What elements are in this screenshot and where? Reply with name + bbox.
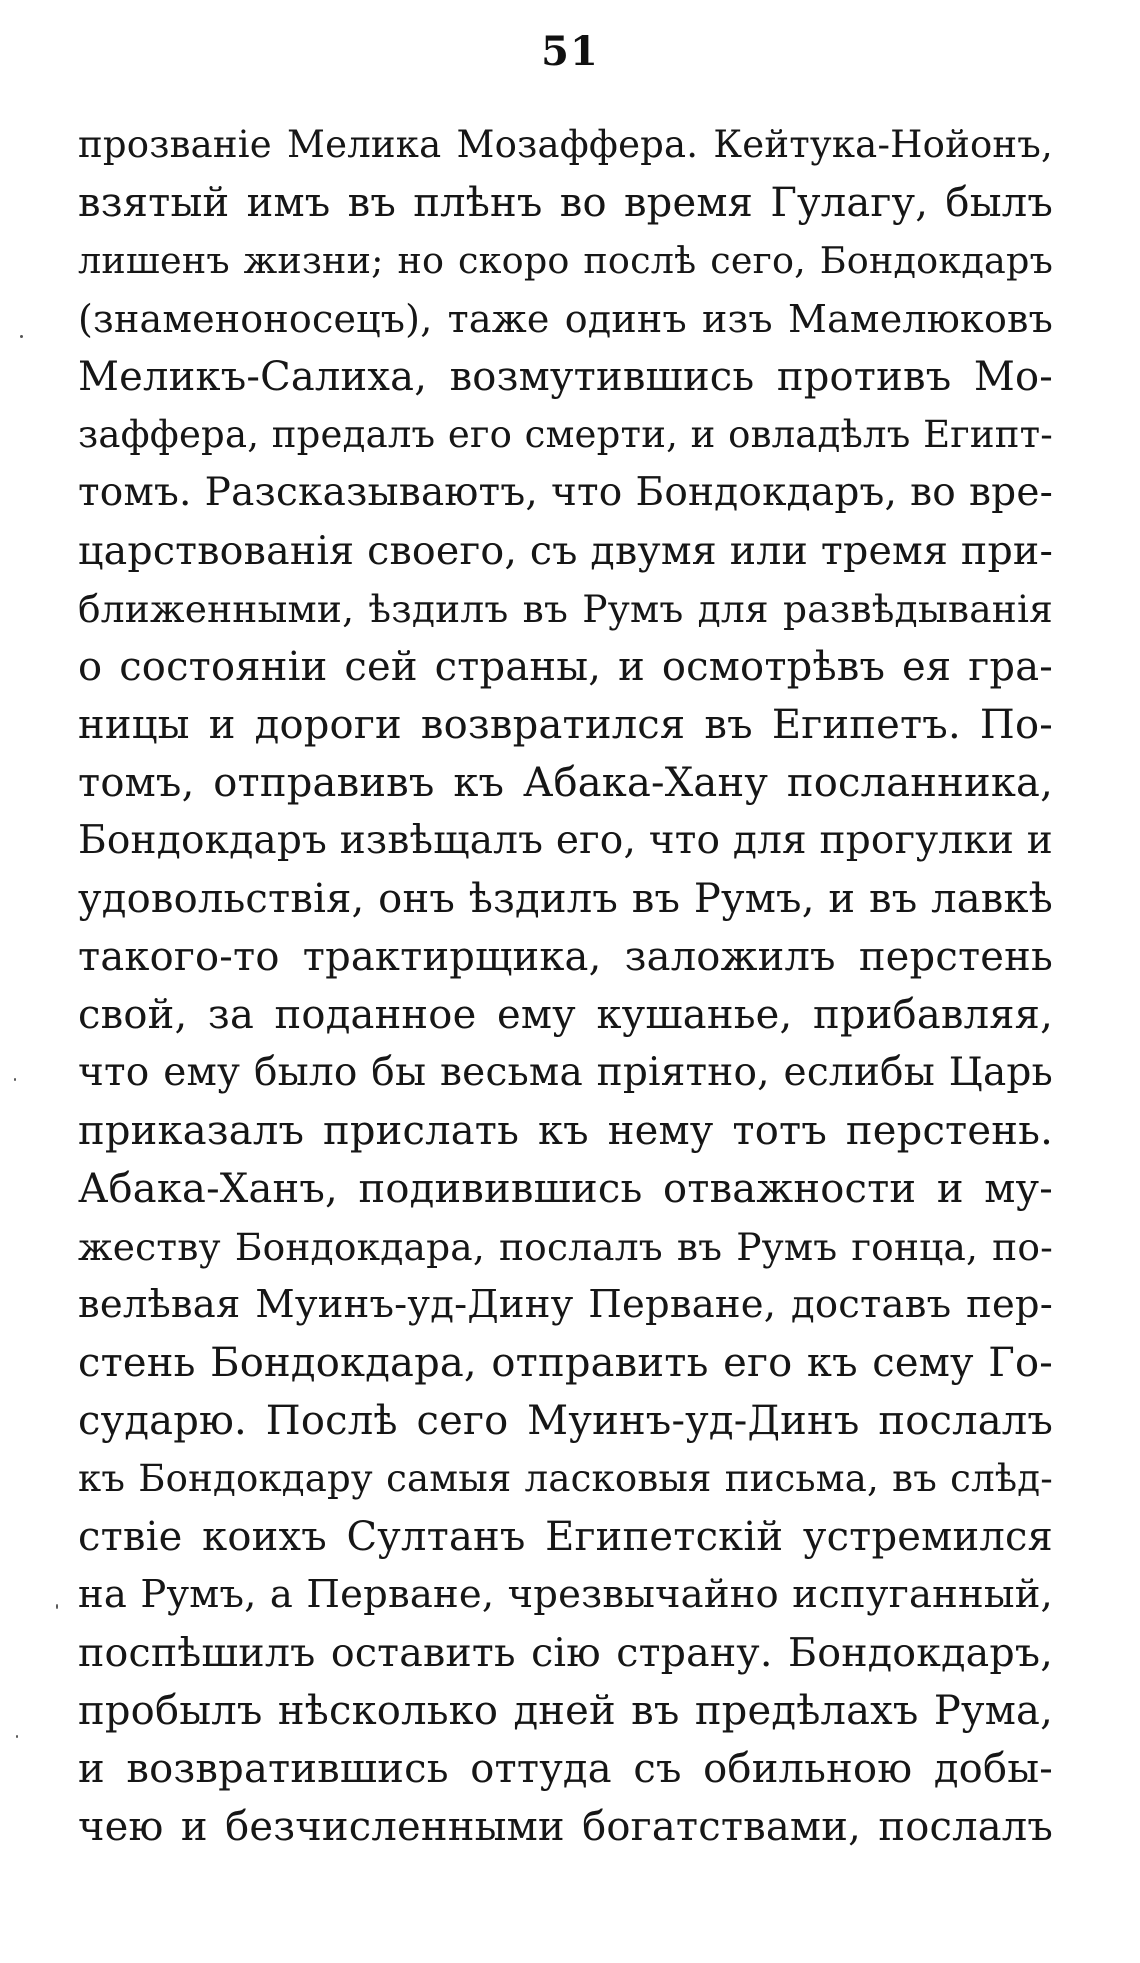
text-line: Бондокдаръ извѣщалъ его, что для прогулки и	[78, 818, 1053, 863]
text-line: чею и безчисленными богатствами, послалъ	[78, 1804, 1053, 1850]
text-line: приказалъ прислать къ нему тотъ перстень.	[78, 1108, 1053, 1154]
paper-speck	[56, 1604, 58, 1609]
text-line: на Румъ, а Перване, чрезвычайно испуганный,	[78, 1572, 1053, 1617]
text-line: томъ. Разсказываютъ, что Бондокдаръ, во вре-	[78, 470, 1053, 515]
paper-speck	[20, 335, 23, 338]
body-text	[78, 116, 1053, 1856]
text-line: поспѣшилъ оставить сію страну. Бондокдаръ,	[78, 1630, 1053, 1676]
paper-speck	[16, 1735, 18, 1738]
text-line: царствованія своего, съ двумя или тремя при-	[78, 528, 1053, 574]
text-line: пробылъ нѣсколько дней въ предѣлахъ Рума,	[78, 1688, 1053, 1734]
text-line: лишенъ жизни; но скоро послѣ сего, Бондокдаръ	[78, 239, 1053, 282]
text-line: взятый имъ въ плѣнъ во время Гулагу, былъ	[78, 180, 1053, 226]
text-line: ближенными, ѣздилъ въ Румъ для развѣдыванія	[78, 587, 1053, 631]
text-line: Абака-Ханъ, подивившись отважности и му-	[78, 1166, 1053, 1212]
text-line: о состояніи сей страны, и осмотрѣвъ ея гра-	[78, 644, 1053, 690]
paper-speck	[14, 1078, 16, 1081]
text-line: стень Бондокдара, отправить его къ сему Го-	[78, 1340, 1053, 1386]
text-line: сударю. Послѣ сего Муинъ-уд-Динъ послалъ	[78, 1398, 1053, 1444]
text-line: жеству Бондокдара, послалъ въ Румъ гонца, по-	[78, 1225, 1053, 1269]
text-line: велѣвая Муинъ-уд-Дину Перване, доставъ пер-	[78, 1282, 1053, 1327]
page-number: 51	[541, 28, 599, 75]
text-line: къ Бондокдару самыя ласковыя письма, въ слѣд-	[78, 1457, 1053, 1500]
text-line: удовольствія, онъ ѣздилъ въ Румъ, и въ лавкѣ	[78, 876, 1053, 922]
text-line: такого-то трактирщика, заложилъ перстень	[78, 934, 1053, 980]
text-line: (знаменоносецъ), таже одинъ изъ Мамелюковъ	[78, 297, 1053, 341]
text-line: ницы и дороги возвратился въ Египетъ. По-	[78, 702, 1053, 748]
text-line: ствіе коихъ Султанъ Египетскій устремился	[78, 1514, 1053, 1560]
text-line: прозваніе Мелика Мозаффера. Кейтука-Нойонъ,	[78, 123, 1053, 166]
text-line: Меликъ-Салиха, возмутившись противъ Мо-	[78, 354, 1053, 400]
text-line: свой, за поданное ему кушанье, прибавляя,	[78, 992, 1053, 1038]
text-line: томъ, отправивъ къ Абака-Хану посланника,	[78, 760, 1053, 806]
text-line: и возвратившись оттуда съ обильною добы-	[78, 1746, 1053, 1792]
text-line: заффера, предалъ его смерти, и овладѣлъ Египт-	[78, 413, 1053, 456]
text-line: что ему было бы весьма пріятно, еслибы Царь	[78, 1050, 1053, 1095]
